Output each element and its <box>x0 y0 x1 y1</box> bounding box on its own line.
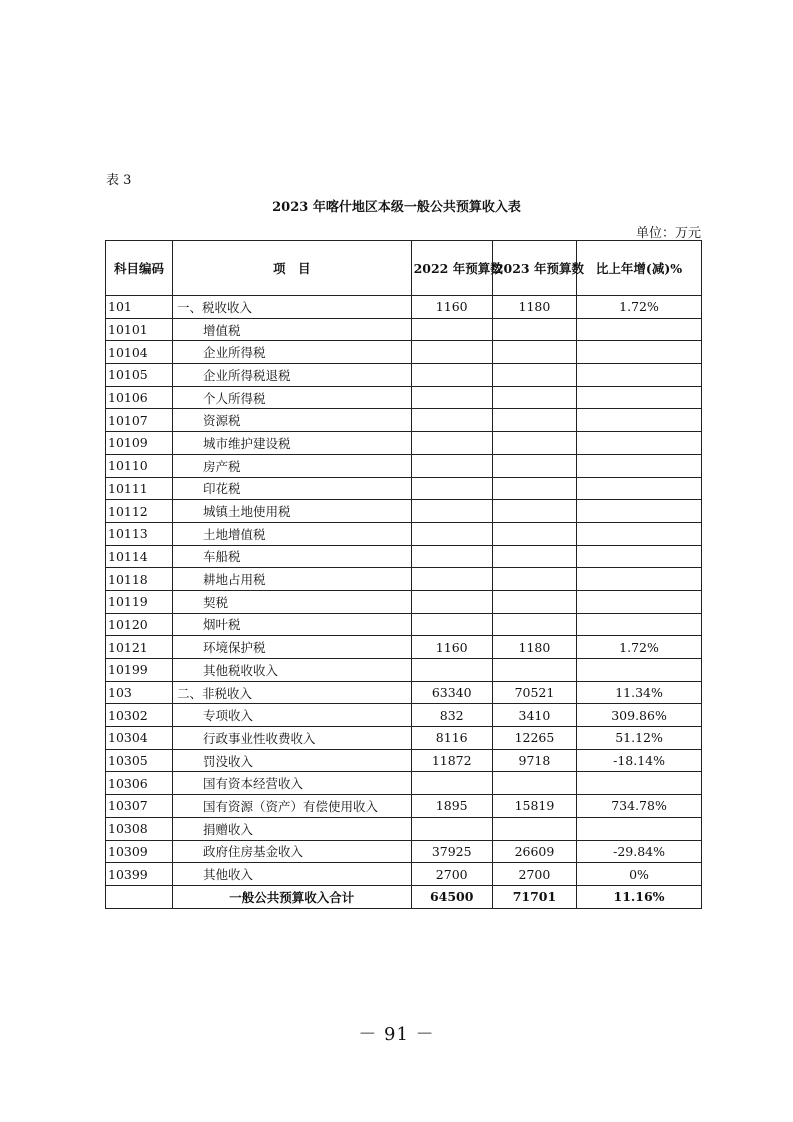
row-name: 车船税 <box>173 545 412 568</box>
header-change: 比上年增(减)% <box>577 241 702 296</box>
row-2022 <box>411 568 492 591</box>
row-2023: 2700 <box>492 863 576 886</box>
table-row <box>106 681 702 704</box>
row-change <box>577 545 702 568</box>
document-title: 2023 年喀什地区本级一般公共预算收入表 <box>272 200 521 215</box>
row-2022 <box>411 477 492 500</box>
row-2022 <box>411 454 492 477</box>
row-name: 企业所得税 <box>173 341 412 364</box>
row-change <box>577 318 702 341</box>
table-row <box>106 545 702 568</box>
row-2023: 26609 <box>492 840 576 863</box>
row-code: 10118 <box>106 568 173 591</box>
row-change <box>577 386 702 409</box>
table-row <box>106 613 702 636</box>
row-change: 51.12% <box>577 727 702 750</box>
row-2023: 1180 <box>492 296 576 319</box>
row-2023 <box>492 364 576 387</box>
budget-table <box>105 240 702 909</box>
row-2023 <box>492 545 576 568</box>
row-2023 <box>492 772 576 795</box>
table-row <box>106 477 702 500</box>
table-row <box>106 296 702 319</box>
row-2023 <box>492 613 576 636</box>
row-2022 <box>411 772 492 795</box>
row-change <box>577 341 702 364</box>
row-name: 政府住房基金收入 <box>173 840 412 863</box>
table-header-row <box>106 241 702 296</box>
row-code: 10306 <box>106 772 173 795</box>
row-code: 10101 <box>106 318 173 341</box>
row-2022 <box>411 500 492 523</box>
row-name: 耕地占用税 <box>173 568 412 591</box>
table-row <box>106 727 702 750</box>
row-2023: 9718 <box>492 749 576 772</box>
row-code: 10104 <box>106 341 173 364</box>
header-code: 科目编码 <box>106 241 173 296</box>
row-2022 <box>411 817 492 840</box>
row-2023 <box>492 568 576 591</box>
row-change: -29.84% <box>577 840 702 863</box>
row-name: 烟叶税 <box>173 613 412 636</box>
table-row <box>106 500 702 523</box>
row-name: 增值税 <box>173 318 412 341</box>
row-code: 10105 <box>106 364 173 387</box>
row-name: 城市维护建设税 <box>173 432 412 455</box>
row-change <box>577 364 702 387</box>
row-code: 103 <box>106 681 173 704</box>
row-name: 专项收入 <box>173 704 412 727</box>
row-change <box>577 568 702 591</box>
row-name: 环境保护税 <box>173 636 412 659</box>
row-code: 10302 <box>106 704 173 727</box>
page-number: － 91 － <box>358 1024 435 1045</box>
row-2022 <box>411 341 492 364</box>
row-code: 10304 <box>106 727 173 750</box>
row-2023 <box>492 341 576 364</box>
row-name: 其他收入 <box>173 863 412 886</box>
row-change <box>577 409 702 432</box>
row-code: 10113 <box>106 522 173 545</box>
table-row <box>106 432 702 455</box>
table-row <box>106 409 702 432</box>
row-name: 国有资源（资产）有偿使用收入 <box>173 795 412 818</box>
header-item: 项 目 <box>173 241 412 296</box>
row-2023 <box>492 318 576 341</box>
row-name: 资源税 <box>173 409 412 432</box>
row-2022: 1160 <box>411 296 492 319</box>
row-code: 10399 <box>106 863 173 886</box>
table-row <box>106 704 702 727</box>
row-code: 10308 <box>106 817 173 840</box>
row-code: 10110 <box>106 454 173 477</box>
row-2023: 15819 <box>492 795 576 818</box>
row-2023: 70521 <box>492 681 576 704</box>
row-code: 10307 <box>106 795 173 818</box>
header-2022: 2022 年预算数 <box>411 241 492 296</box>
row-2022 <box>411 364 492 387</box>
row-name: 土地增值税 <box>173 522 412 545</box>
row-change <box>577 454 702 477</box>
row-code: 10119 <box>106 590 173 613</box>
row-change <box>577 772 702 795</box>
table-row <box>106 817 702 840</box>
total-change: 11.16% <box>577 885 702 908</box>
table-row <box>106 772 702 795</box>
row-name: 城镇土地使用税 <box>173 500 412 523</box>
row-2023 <box>492 386 576 409</box>
row-2023 <box>492 522 576 545</box>
table-row <box>106 522 702 545</box>
total-name: 一般公共预算收入合计 <box>173 885 412 908</box>
row-change <box>577 659 702 682</box>
row-name: 二、非税收入 <box>173 681 412 704</box>
row-2023 <box>492 817 576 840</box>
row-2022: 832 <box>411 704 492 727</box>
table-body <box>106 296 702 886</box>
row-2023 <box>492 590 576 613</box>
row-2023 <box>492 659 576 682</box>
row-code: 10309 <box>106 840 173 863</box>
table-row <box>106 341 702 364</box>
row-2022 <box>411 590 492 613</box>
row-2023: 1180 <box>492 636 576 659</box>
table-row <box>106 749 702 772</box>
header-2023: 2023 年预算数 <box>492 241 576 296</box>
row-name: 印花税 <box>173 477 412 500</box>
table-row <box>106 863 702 886</box>
row-2023 <box>492 432 576 455</box>
row-change <box>577 590 702 613</box>
row-2022: 37925 <box>411 840 492 863</box>
row-2022 <box>411 545 492 568</box>
row-2022 <box>411 318 492 341</box>
row-2022: 8116 <box>411 727 492 750</box>
row-2022: 1160 <box>411 636 492 659</box>
row-change <box>577 432 702 455</box>
table-row <box>106 364 702 387</box>
unit-label: 单位：万元 <box>635 226 701 241</box>
row-code: 10111 <box>106 477 173 500</box>
row-change <box>577 613 702 636</box>
row-2022 <box>411 522 492 545</box>
row-2022 <box>411 432 492 455</box>
row-2023: 12265 <box>492 727 576 750</box>
row-code: 10107 <box>106 409 173 432</box>
row-name: 企业所得税退税 <box>173 364 412 387</box>
row-change: 0% <box>577 863 702 886</box>
row-code: 10199 <box>106 659 173 682</box>
row-change <box>577 477 702 500</box>
row-change: -18.14% <box>577 749 702 772</box>
row-code: 10109 <box>106 432 173 455</box>
row-2023: 3410 <box>492 704 576 727</box>
row-code: 10106 <box>106 386 173 409</box>
row-name: 个人所得税 <box>173 386 412 409</box>
row-change <box>577 500 702 523</box>
row-code: 10114 <box>106 545 173 568</box>
row-2023 <box>492 477 576 500</box>
row-name: 房产税 <box>173 454 412 477</box>
row-code: 10120 <box>106 613 173 636</box>
row-2023 <box>492 500 576 523</box>
row-2022: 63340 <box>411 681 492 704</box>
table-row <box>106 318 702 341</box>
total-row <box>106 885 702 908</box>
row-change: 309.86% <box>577 704 702 727</box>
row-2022 <box>411 409 492 432</box>
table-label: 表 3 <box>106 173 132 188</box>
row-2023 <box>492 454 576 477</box>
row-change <box>577 817 702 840</box>
row-2022 <box>411 386 492 409</box>
row-name: 捐赠收入 <box>173 817 412 840</box>
row-change: 734.78% <box>577 795 702 818</box>
row-code: 10121 <box>106 636 173 659</box>
row-2022: 11872 <box>411 749 492 772</box>
row-name: 其他税收收入 <box>173 659 412 682</box>
table-row <box>106 659 702 682</box>
row-2022 <box>411 613 492 636</box>
row-2022 <box>411 659 492 682</box>
row-2022: 2700 <box>411 863 492 886</box>
row-name: 国有资本经营收入 <box>173 772 412 795</box>
table-row <box>106 386 702 409</box>
row-change: 1.72% <box>577 296 702 319</box>
row-name: 一、税收收入 <box>173 296 412 319</box>
table-row <box>106 636 702 659</box>
table-row <box>106 454 702 477</box>
table-row <box>106 840 702 863</box>
row-change: 1.72% <box>577 636 702 659</box>
row-name: 契税 <box>173 590 412 613</box>
table-row <box>106 590 702 613</box>
row-2023 <box>492 409 576 432</box>
total-2022: 64500 <box>411 885 492 908</box>
total-code <box>106 885 173 908</box>
row-change: 11.34% <box>577 681 702 704</box>
row-code: 10305 <box>106 749 173 772</box>
row-name: 罚没收入 <box>173 749 412 772</box>
table-row <box>106 568 702 591</box>
table-row <box>106 795 702 818</box>
row-name: 行政事业性收费收入 <box>173 727 412 750</box>
total-2023: 71701 <box>492 885 576 908</box>
row-change <box>577 522 702 545</box>
row-code: 10112 <box>106 500 173 523</box>
row-2022: 1895 <box>411 795 492 818</box>
row-code: 101 <box>106 296 173 319</box>
